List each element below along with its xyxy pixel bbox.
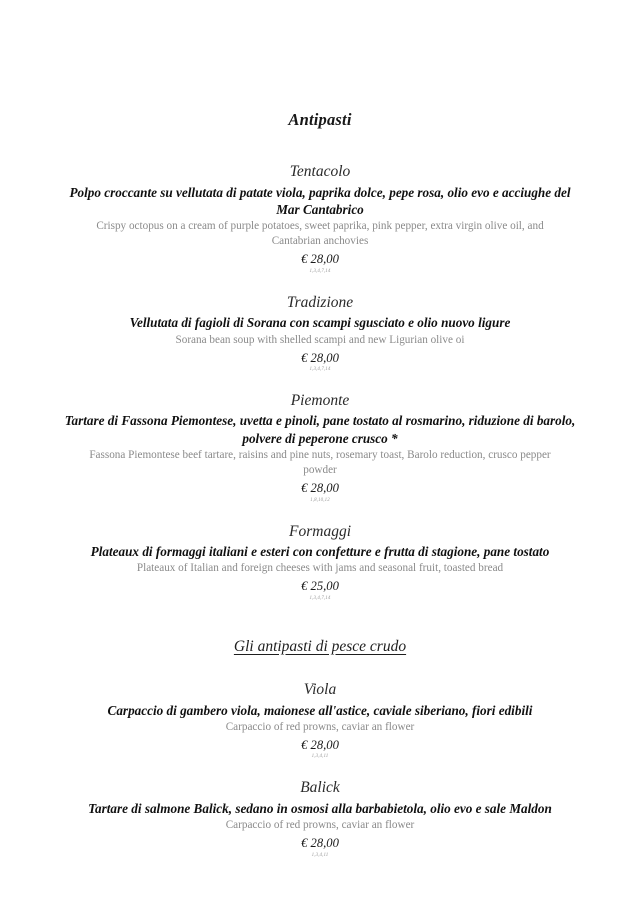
dish-allergen-codes: 1,3,4,11 — [311, 754, 329, 760]
dish-name: Tradizione — [286, 293, 354, 311]
dish-description-italian: Vellutata di fagioli di Sorana con scampi sgusciato e olio nuovo ligure — [129, 315, 511, 331]
dish-allergen-codes: 1,3,4,7,14 — [309, 268, 331, 274]
dish-description-italian: Tartare di salmone Balick, sedano in osmosi alla barbabietola, olio evo e sale Maldon — [88, 800, 552, 816]
dish-description-english: Sorana bean soup with shelled scampi and new Ligurian olive oi — [175, 333, 465, 346]
dish-description-english: Crispy octopus on a cream of purple potatoes, sweet paprika, pink pepper, extra virgin olive oil, and Cantabrian anchovies — [96, 220, 544, 248]
dish-description-italian: Carpaccio di gambero viola, maionese all'astice, caviale siberiano, fiori edibili — [107, 702, 533, 718]
dish-name: Piemonte — [290, 391, 350, 409]
dish-price: € 28,00 — [301, 481, 339, 496]
menu-page — [0, 11, 640, 917]
dish-name: Tentacolo — [289, 163, 351, 181]
dish-description-english: Fassona Piemontese beef tartare, raisins and pine nuts, rosemary toast, Barolo reduction, crusco pepper powder — [89, 449, 551, 477]
dish-allergen-codes: 1,3,4,7,14 — [309, 366, 331, 372]
dish-description-english: Plateaux of Italian and foreign cheeses with jams and seasonal fruit, toasted bread — [136, 562, 504, 575]
raw-fish-dish-list — [40, 658, 600, 858]
dish-allergen-codes: 1,3,4,11 — [311, 852, 329, 858]
dish-allergen-codes: 1,8,10,12 — [310, 497, 330, 503]
dish-name: Balick — [300, 779, 340, 797]
dish-item — [40, 760, 600, 858]
dish-price: € 28,00 — [301, 836, 339, 851]
dish-allergen-codes: 1,3,4,7,14 — [309, 595, 331, 601]
dish-description-italian: Tartare di Fassona Piemontese, uvetta e pinoli, pane tostato al rosmarino, riduzione di barolo, polvere di peperone crusco * — [64, 413, 576, 446]
dish-description-italian: Polpo croccante su vellutata di patate viola, paprika dolce, pepe rosa, olio evo e acciughe del Mar Cantabrico — [69, 184, 571, 218]
dish-price: € 25,00 — [301, 579, 339, 594]
dish-description-english: Carpaccio of red prowns, caviar an flower — [225, 721, 415, 734]
dish-description-italian: Plateaux di formaggi italiani e esteri con confetture e frutta di stagione, pane tostato — [90, 543, 550, 559]
dish-item — [40, 275, 600, 373]
dish-name: Formaggi — [289, 522, 351, 540]
dish-price: € 28,00 — [301, 738, 339, 753]
subsection-title-raw-fish: Gli antipasti di pesce crudo — [233, 637, 407, 655]
antipasti-dish-list — [40, 140, 600, 601]
dish-name: Viola — [303, 681, 337, 699]
page-title: Antipasti — [288, 110, 352, 130]
dish-price: € 28,00 — [301, 252, 339, 267]
dish-item — [40, 140, 600, 275]
dish-description-english: Carpaccio of red prowns, caviar an flower — [225, 819, 415, 832]
dish-item — [40, 658, 600, 760]
dish-item — [40, 373, 600, 504]
dish-item — [40, 504, 600, 602]
dish-price: € 28,00 — [301, 350, 339, 365]
